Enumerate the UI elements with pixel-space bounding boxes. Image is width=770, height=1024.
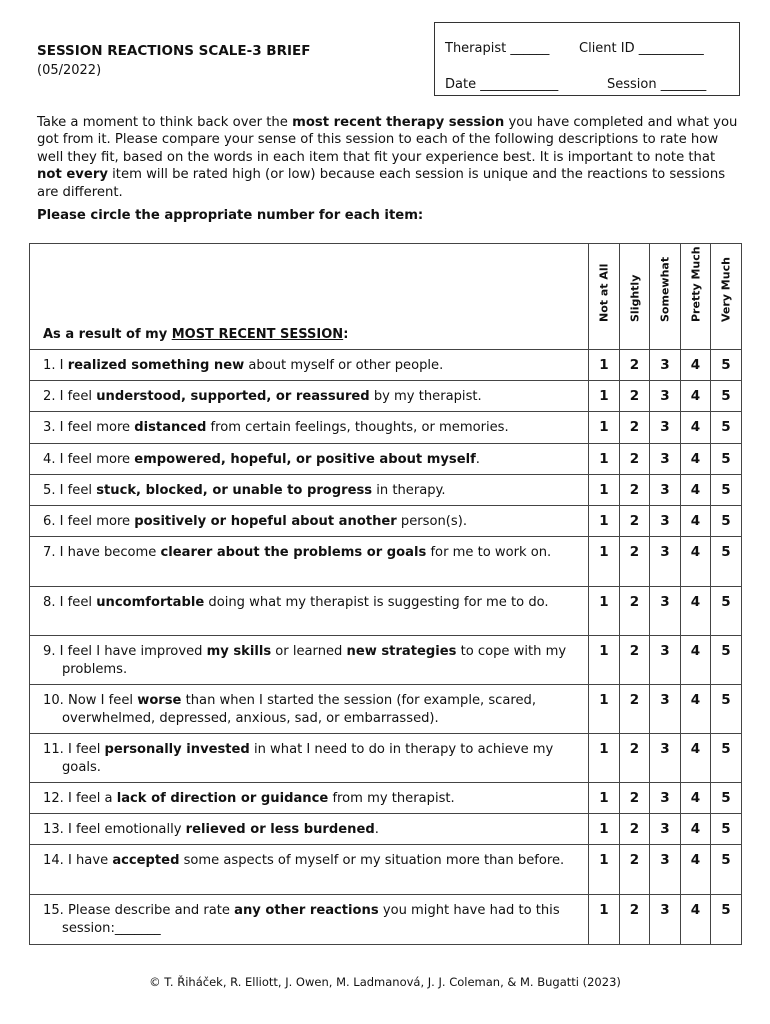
rating-option[interactable]: 4 — [681, 783, 711, 814]
rating-option[interactable]: 4 — [681, 845, 711, 895]
column-header: Slightly — [620, 244, 650, 350]
rating-option[interactable]: 3 — [650, 734, 681, 783]
item-text: 2. I feel understood, supported, or reassured by my therapist. — [30, 381, 589, 412]
table-row — [30, 814, 742, 845]
header-fields-box — [434, 22, 740, 96]
rating-option[interactable]: 3 — [650, 636, 681, 685]
rating-option[interactable]: 3 — [650, 506, 681, 537]
rating-option[interactable]: 5 — [711, 350, 742, 381]
table-row — [30, 783, 742, 814]
column-header: Not at All — [589, 244, 620, 350]
rating-option[interactable]: 2 — [620, 350, 650, 381]
rating-option[interactable]: 3 — [650, 350, 681, 381]
rating-option[interactable]: 5 — [711, 734, 742, 783]
rating-option[interactable]: 1 — [589, 895, 620, 945]
column-header: Pretty Much — [681, 244, 711, 350]
rating-option[interactable]: 2 — [620, 412, 650, 444]
item-text: 6. I feel more positively or hopeful about another person(s). — [30, 506, 589, 537]
rating-option[interactable]: 4 — [681, 685, 711, 734]
rating-option[interactable]: 4 — [681, 350, 711, 381]
rating-option[interactable]: 1 — [589, 636, 620, 685]
rating-option[interactable]: 5 — [711, 475, 742, 506]
table-row — [30, 636, 742, 685]
rating-option[interactable]: 1 — [589, 412, 620, 444]
rating-option[interactable]: 3 — [650, 895, 681, 945]
rating-option[interactable]: 4 — [681, 587, 711, 636]
rating-option[interactable]: 5 — [711, 537, 742, 587]
item-text: 8. I feel uncomfortable doing what my therapist is suggesting for me to do. — [30, 587, 589, 636]
rating-option[interactable]: 2 — [620, 475, 650, 506]
rating-option[interactable]: 4 — [681, 814, 711, 845]
rating-option[interactable]: 4 — [681, 506, 711, 537]
table-row — [30, 685, 742, 734]
rating-option[interactable]: 2 — [620, 444, 650, 475]
rating-option[interactable]: 3 — [650, 381, 681, 412]
rating-option[interactable]: 2 — [620, 895, 650, 945]
item-text: 11. I feel personally invested in what I need to do in therapy to achieve my goals. — [30, 734, 589, 783]
rating-option[interactable]: 2 — [620, 685, 650, 734]
rating-option[interactable]: 5 — [711, 587, 742, 636]
rating-option[interactable]: 1 — [589, 350, 620, 381]
rating-option[interactable]: 2 — [620, 734, 650, 783]
table-row — [30, 537, 742, 587]
item-text: 9. I feel I have improved my skills or learned new strategies to cope with my problems. — [30, 636, 589, 685]
table-row — [30, 506, 742, 537]
rating-option[interactable]: 5 — [711, 814, 742, 845]
rating-option[interactable]: 1 — [589, 845, 620, 895]
rating-option[interactable]: 2 — [620, 814, 650, 845]
item-text: 3. I feel more distanced from certain feelings, thoughts, or memories. — [30, 412, 589, 444]
table-row — [30, 734, 742, 783]
table-row — [30, 845, 742, 895]
rating-option[interactable]: 3 — [650, 537, 681, 587]
rating-option[interactable]: 1 — [589, 444, 620, 475]
form-date: (05/2022) — [37, 63, 102, 78]
rating-option[interactable]: 2 — [620, 587, 650, 636]
rating-option[interactable]: 3 — [650, 845, 681, 895]
rating-option[interactable]: 5 — [711, 895, 742, 945]
table-row — [30, 475, 742, 506]
rating-option[interactable]: 4 — [681, 412, 711, 444]
item-text: 1. I realized something new about myself or other people. — [30, 350, 589, 381]
rating-option[interactable]: 5 — [711, 685, 742, 734]
item-text: 5. I feel stuck, blocked, or unable to progress in therapy. — [30, 475, 589, 506]
table-row — [30, 587, 742, 636]
rating-option[interactable]: 4 — [681, 734, 711, 783]
item-text: 13. I feel emotionally relieved or less burdened. — [30, 814, 589, 845]
item-text: 4. I feel more empowered, hopeful, or positive about myself. — [30, 444, 589, 475]
rating-option[interactable]: 1 — [589, 685, 620, 734]
copyright-footer: © T. Řiháček, R. Elliott, J. Owen, M. Ladmanová, J. J. Coleman, & M. Bugatti (2023) — [149, 975, 621, 989]
column-header: Very Much — [711, 244, 742, 350]
rating-option[interactable]: 3 — [650, 783, 681, 814]
rating-option[interactable]: 4 — [681, 475, 711, 506]
rating-option[interactable]: 4 — [681, 381, 711, 412]
table-row — [30, 895, 742, 945]
item-text: 15. Please describe and rate any other reactions you might have had to this session:_______ — [30, 895, 589, 945]
item-text: 10. Now I feel worse than when I started the session (for example, scared, overwhelmed, depressed, anxious, sad, or embarrassed). — [30, 685, 589, 734]
rating-option[interactable]: 2 — [620, 845, 650, 895]
intro-paragraph: Take a moment to think back over the most recent therapy session you have completed and what you got from it. Please compare your sense of this session to each of the following descriptions to rate how well they fit, based on the words in each item that fit your experience best. It is important to note that not every item will be rated high (or low) because each session is unique and the reactions to sessions are different. — [37, 115, 738, 200]
rating-option[interactable]: 5 — [711, 636, 742, 685]
client-id-field[interactable]: Client ID __________ — [579, 41, 704, 56]
rating-option[interactable]: 5 — [711, 506, 742, 537]
table-row — [30, 350, 742, 381]
rating-option[interactable]: 1 — [589, 734, 620, 783]
rating-option[interactable]: 2 — [620, 783, 650, 814]
instruction-text: Please circle the appropriate number for each item: — [37, 208, 424, 223]
rating-option[interactable]: 4 — [681, 444, 711, 475]
rating-option[interactable]: 1 — [589, 814, 620, 845]
rating-option[interactable]: 2 — [620, 537, 650, 587]
rating-option[interactable]: 5 — [711, 845, 742, 895]
rating-option[interactable]: 5 — [711, 783, 742, 814]
rating-option[interactable]: 3 — [650, 444, 681, 475]
rating-option[interactable]: 3 — [650, 587, 681, 636]
table-row — [30, 444, 742, 475]
session-field[interactable]: Session _______ — [607, 77, 707, 92]
form-title: SESSION REACTIONS SCALE-3 BRIEF — [37, 43, 311, 59]
rating-option[interactable]: 5 — [711, 381, 742, 412]
table-header-label: As a result of my MOST RECENT SESSION: — [30, 244, 589, 350]
rating-option[interactable]: 2 — [620, 381, 650, 412]
rating-option[interactable]: 4 — [681, 537, 711, 587]
item-text: 7. I have become clearer about the problems or goals for me to work on. — [30, 537, 589, 587]
rating-option[interactable]: 1 — [589, 537, 620, 587]
rating-option[interactable]: 1 — [589, 783, 620, 814]
rating-option[interactable]: 1 — [589, 381, 620, 412]
rating-option[interactable]: 1 — [589, 506, 620, 537]
item-text: 12. I feel a lack of direction or guidance from my therapist. — [30, 783, 589, 814]
rating-table — [29, 243, 742, 945]
rating-option[interactable]: 1 — [589, 587, 620, 636]
rating-option[interactable]: 2 — [620, 506, 650, 537]
rating-option[interactable]: 3 — [650, 685, 681, 734]
rating-option[interactable]: 4 — [681, 895, 711, 945]
rating-option[interactable]: 4 — [681, 636, 711, 685]
table-row — [30, 412, 742, 444]
table-row — [30, 381, 742, 412]
date-field[interactable]: Date ____________ — [445, 77, 559, 92]
rating-option[interactable]: 5 — [711, 444, 742, 475]
therapist-field[interactable]: Therapist ______ — [445, 41, 550, 56]
rating-option[interactable]: 5 — [711, 412, 742, 444]
item-text: 14. I have accepted some aspects of myself or my situation more than before. — [30, 845, 589, 895]
rating-option[interactable]: 3 — [650, 412, 681, 444]
rating-option[interactable]: 2 — [620, 636, 650, 685]
rating-option[interactable]: 3 — [650, 475, 681, 506]
rating-option[interactable]: 3 — [650, 814, 681, 845]
column-header: Somewhat — [650, 244, 681, 350]
rating-option[interactable]: 1 — [589, 475, 620, 506]
